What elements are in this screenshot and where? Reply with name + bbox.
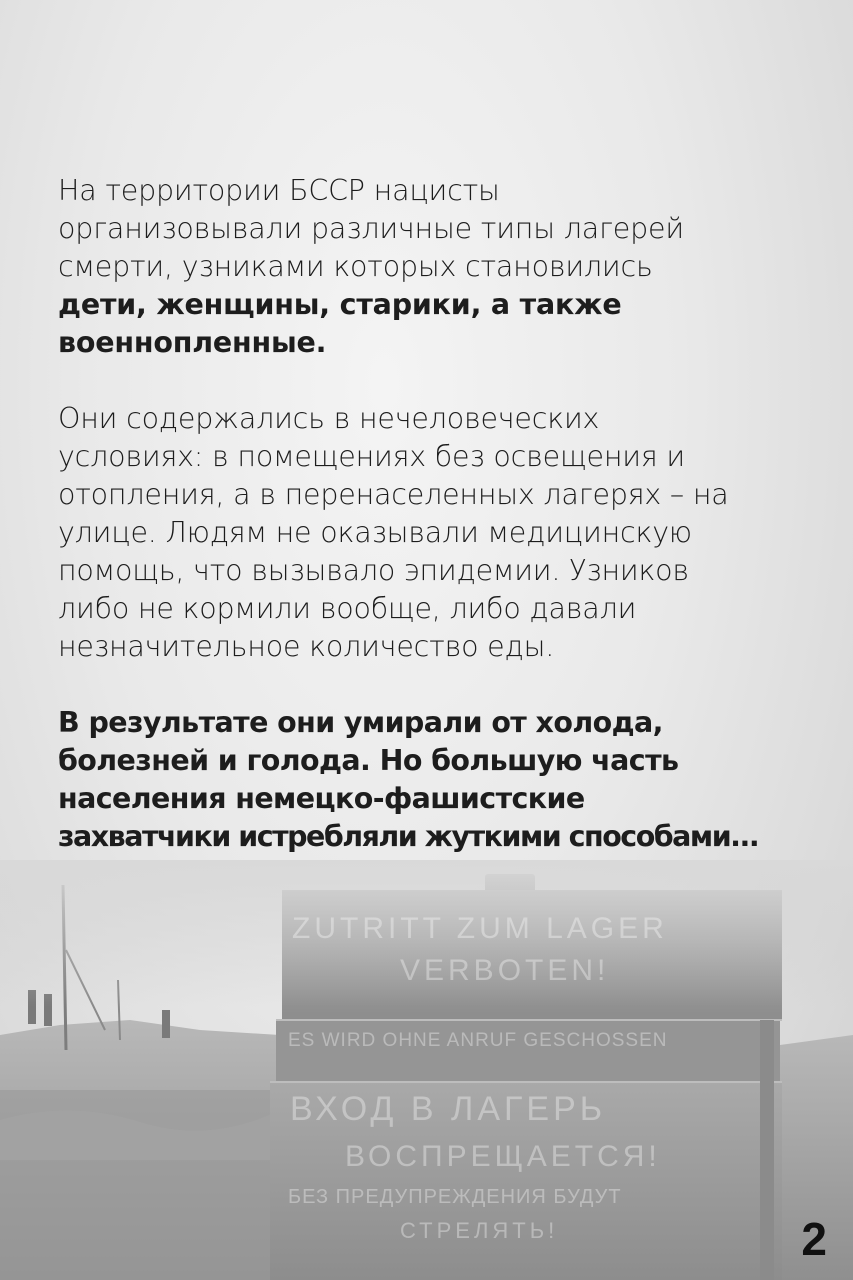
conclusion-paragraph xyxy=(58,704,808,856)
conclusion-line: В результате они умирали от холода, xyxy=(58,706,663,739)
conditions-paragraph xyxy=(58,400,808,666)
conditions-line: незначительное количество еды. xyxy=(58,630,555,663)
conclusion-line: населения немецко-фашистские xyxy=(58,782,585,815)
conditions-line: Они содержались в нечеловеческих xyxy=(58,402,600,435)
intro-line: смерти, узниками которых становились xyxy=(58,250,653,283)
sign-text-german-2: VERBOTEN! xyxy=(400,954,610,987)
text-content xyxy=(58,172,808,856)
conditions-line: улице. Людям не оказывали медицинскую xyxy=(58,516,692,549)
page-number: 2 xyxy=(801,1213,827,1265)
conditions-line: условиях: в помещениях без освещения и xyxy=(58,440,685,473)
conditions-line: помощь, что вызывало эпидемии. Узников xyxy=(58,554,689,587)
sign-text-russian-1: ВХОД В ЛАГЕРЬ xyxy=(290,1090,607,1128)
sign-text-german-1: ZUTRITT ZUM LAGER xyxy=(292,912,668,945)
intro-bold-line: военнопленные. xyxy=(58,326,327,359)
intro-paragraph xyxy=(58,172,808,362)
camp-sign-photo xyxy=(0,860,853,1280)
intro-bold-line: дети, женщины, старики, а также xyxy=(58,288,622,321)
sign-text-russian-3: БЕЗ ПРЕДУПРЕЖДЕНИЯ БУДУТ xyxy=(288,1186,622,1208)
sign-text-russian-2: ВОСПРЕЩАЕТСЯ! xyxy=(345,1140,661,1173)
conditions-line: либо не кормили вообще, либо давали xyxy=(58,592,637,625)
conclusion-line: болезней и голода. Но большую часть xyxy=(58,744,679,777)
conclusion-line: захватчики истребляли жуткими способами... xyxy=(58,820,759,853)
conditions-line: отопления, а в перенаселенных лагерях – на xyxy=(58,478,729,511)
intro-line: На территории БССР нацисты xyxy=(58,174,500,207)
sign-text-russian-4: СТРЕЛЯТЬ! xyxy=(400,1218,559,1243)
sign-text-german-3: ES WIRD OHNE ANRUF GESCHOSSEN xyxy=(288,1030,668,1051)
intro-line: организовывали различные типы лагерей xyxy=(58,212,684,245)
